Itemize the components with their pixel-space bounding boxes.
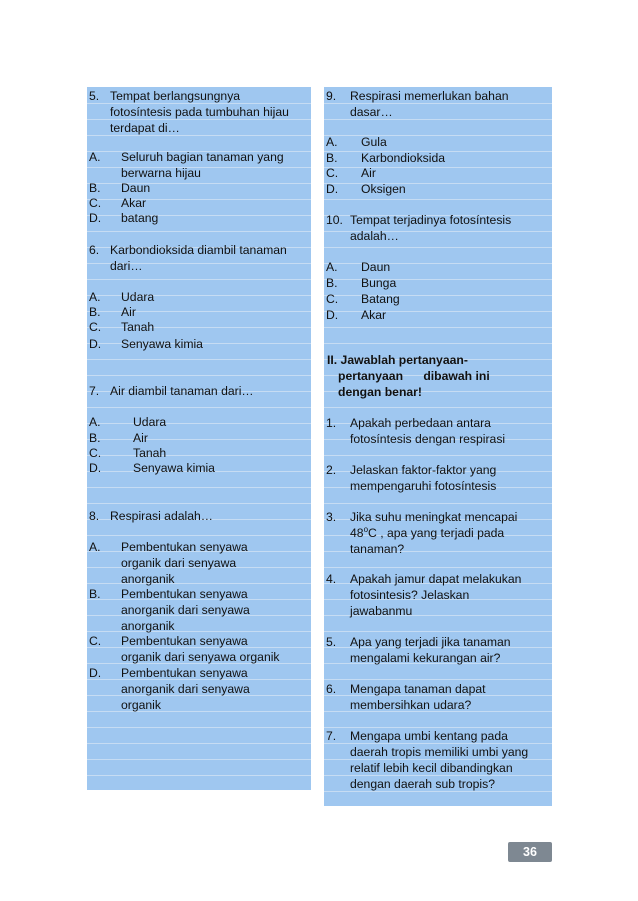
question-8: 8. Respirasi adalah… <box>89 509 213 523</box>
q5-option-a-line: berwarna hijau <box>121 166 201 180</box>
q5-option-c: C. Akar <box>89 196 147 210</box>
q10-option-b: B. Bunga <box>326 276 397 290</box>
q7-option-b: B. Air <box>89 431 148 445</box>
question-10: 10. Tempat terjadinya fotosíntesis <box>326 213 512 227</box>
q10-option-c: C. Batang <box>326 292 400 306</box>
q7-option-a: A. Udara <box>89 415 167 429</box>
q6-option-d: D. Senyawa kimia <box>89 337 203 351</box>
q5-option-a: A. Seluruh bagian tanaman yang <box>89 150 284 164</box>
essay-question-7-line: daerah tropis memiliki umbi yang <box>350 745 529 759</box>
q8-option-d-line: organik <box>121 698 161 712</box>
essay-question-1-line: fotosíntesis dengan respirasi <box>350 432 506 446</box>
question-5-line: fotosíntesis pada tumbuhan hijau <box>110 105 289 119</box>
q10-option-a: A. Daun <box>326 260 391 274</box>
essay-question-3-line: 48$^o$C , apa yang terjadi pada <box>350 525 505 540</box>
section-ii-heading: II. Jawablah pertanyaan- <box>327 353 468 367</box>
question-10-line: adalah… <box>350 229 399 243</box>
essay-question-7-line: relatif lebih kecil dibandingkan <box>350 761 513 775</box>
q9-option-a: A. Gula <box>326 135 387 149</box>
section-ii-heading-line: pertanyaan dibawah ini <box>338 369 490 383</box>
essay-question-2: 2. Jelaskan faktor-faktor yang <box>326 463 497 477</box>
q8-option-d: D. Pembentukan senyawa <box>89 666 248 680</box>
essay-question-1: 1. Apakah perbedaan antara <box>326 416 491 430</box>
question-7: 7. Air diambil tanaman dari… <box>89 384 254 398</box>
q10-option-d: D. Akar <box>326 308 387 322</box>
question-6-line: dari… <box>110 259 143 273</box>
essay-question-5-line: mengalami kekurangan air? <box>350 651 501 665</box>
essay-question-2-line: mempengaruhi fotosíntesis <box>350 479 497 493</box>
q9-option-d: D. Oksigen <box>326 182 406 196</box>
q8-option-d-line: anorganik dari senyawa <box>121 682 250 696</box>
essay-question-7: 7. Mengapa umbi kentang pada <box>326 729 508 743</box>
essay-question-4-line: fotosintesis? Jelaskan <box>350 588 470 602</box>
question-9-line: dasar… <box>350 105 393 119</box>
q6-option-c: C. Tanah <box>89 320 155 334</box>
q8-option-a-line: organik dari senyawa <box>121 556 237 570</box>
q8-option-b: B. Pembentukan senyawa <box>89 587 248 601</box>
left-question-column <box>87 87 311 790</box>
essay-question-3-line: tanaman? <box>350 542 405 556</box>
q9-option-c: C. Air <box>326 166 376 180</box>
q5-option-d: D. batang <box>89 211 159 225</box>
page-number-badge: 36 <box>508 842 552 862</box>
question-5-line: terdapat di… <box>110 121 180 135</box>
essay-question-7-line: dengan daerah sub tropis? <box>350 777 496 791</box>
q7-option-d: D. Senyawa kimia <box>89 461 215 475</box>
section-ii-heading-line: dengan benar! <box>338 385 422 399</box>
question-9: 9. Respirasi memerlukan bahan <box>326 89 509 103</box>
essay-question-4-line: jawabanmu <box>350 604 413 618</box>
essay-question-3: 3. Jika suhu meningkat mencapai <box>326 510 518 524</box>
essay-question-5: 5. Apa yang terjadi jika tanaman <box>326 635 511 649</box>
q5-option-b: B. Daun <box>89 181 151 195</box>
q9-option-b: B. Karbondioksida <box>326 151 446 165</box>
q8-option-c: C. Pembentukan senyawa <box>89 634 248 648</box>
q8-option-b-line: anorganik <box>121 619 175 633</box>
essay-question-6-line: membersihkan udara? <box>350 698 472 712</box>
q6-option-b: B. Air <box>89 305 136 319</box>
question-6: 6. Karbondioksida diambil tanaman <box>89 243 287 257</box>
q6-option-a: A. Udara <box>89 290 155 304</box>
q8-option-a: A. Pembentukan senyawa <box>89 540 248 554</box>
question-5: 5. Tempat berlangsungnya <box>89 89 241 103</box>
essay-question-4: 4. Apakah jamur dapat melakukan <box>326 572 522 586</box>
q8-option-b-line: anorganik dari senyawa <box>121 603 250 617</box>
q8-option-c-line: organik dari senyawa organik <box>121 650 280 664</box>
degree-superscript: o <box>363 525 369 534</box>
q8-option-a-line: anorganik <box>121 572 175 586</box>
right-question-column <box>324 87 552 806</box>
essay-question-6: 6. Mengapa tanaman dapat <box>326 682 486 696</box>
q7-option-c: C. Tanah <box>89 446 167 460</box>
